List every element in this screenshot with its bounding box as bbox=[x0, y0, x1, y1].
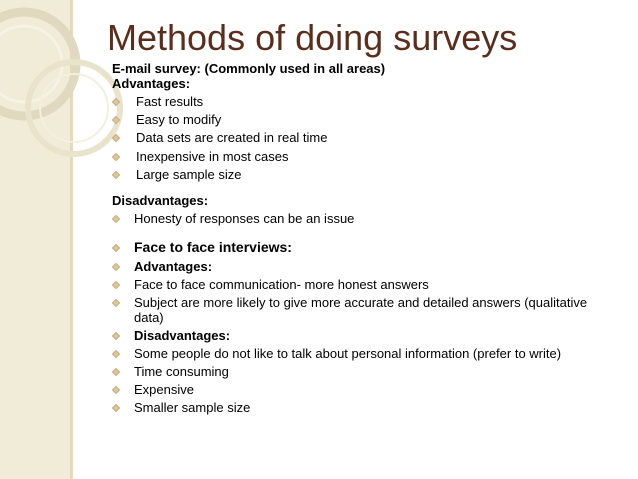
bullet-icon bbox=[112, 281, 120, 289]
list-item: Subject are more likely to give more accurate and detailed answers (qualitative data) bbox=[112, 295, 620, 325]
bullet-icon bbox=[112, 350, 120, 358]
bullet-icon bbox=[112, 332, 120, 340]
list-item: Inexpensive in most cases bbox=[112, 149, 620, 164]
bullet-icon bbox=[112, 134, 120, 142]
list-item: Fast results bbox=[112, 94, 620, 109]
bullet-icon bbox=[112, 404, 120, 412]
list-item: Honesty of responses can be an issue bbox=[112, 211, 620, 226]
face-disadvantages-label: Disadvantages: bbox=[112, 328, 620, 343]
list-item: Face to face communication- more honest answers bbox=[112, 277, 620, 292]
email-advantages-label: Advantages: bbox=[112, 76, 191, 91]
bullet-icon bbox=[112, 263, 120, 271]
list-item: Expensive bbox=[112, 382, 620, 397]
bullet-icon bbox=[112, 215, 120, 223]
list-item: Large sample size bbox=[112, 167, 620, 182]
bullet-icon bbox=[112, 299, 120, 307]
list-item: Data sets are created in real time bbox=[112, 130, 620, 145]
bullet-icon bbox=[112, 368, 120, 376]
list-item: Some people do not like to talk about personal information (prefer to write) bbox=[112, 346, 620, 361]
list-item: Easy to modify bbox=[112, 112, 620, 127]
bullet-icon bbox=[112, 171, 120, 179]
email-survey-heading: E-mail survey: (Commonly used in all areas) bbox=[112, 61, 386, 76]
slide-content bbox=[112, 61, 620, 415]
bullet-icon bbox=[112, 153, 120, 161]
bullet-icon bbox=[112, 98, 120, 106]
bullet-icon bbox=[112, 386, 120, 394]
bullet-icon bbox=[112, 244, 120, 252]
bullet-icon bbox=[112, 116, 120, 124]
face-to-face-heading: Face to face interviews: bbox=[112, 240, 620, 255]
list-item: Smaller sample size bbox=[112, 400, 620, 415]
list-item: Time consuming bbox=[112, 364, 620, 379]
page-title: Methods of doing surveys bbox=[107, 17, 518, 58]
face-advantages-label: Advantages: bbox=[112, 259, 620, 274]
email-disadvantages-label: Disadvantages: bbox=[112, 193, 209, 208]
